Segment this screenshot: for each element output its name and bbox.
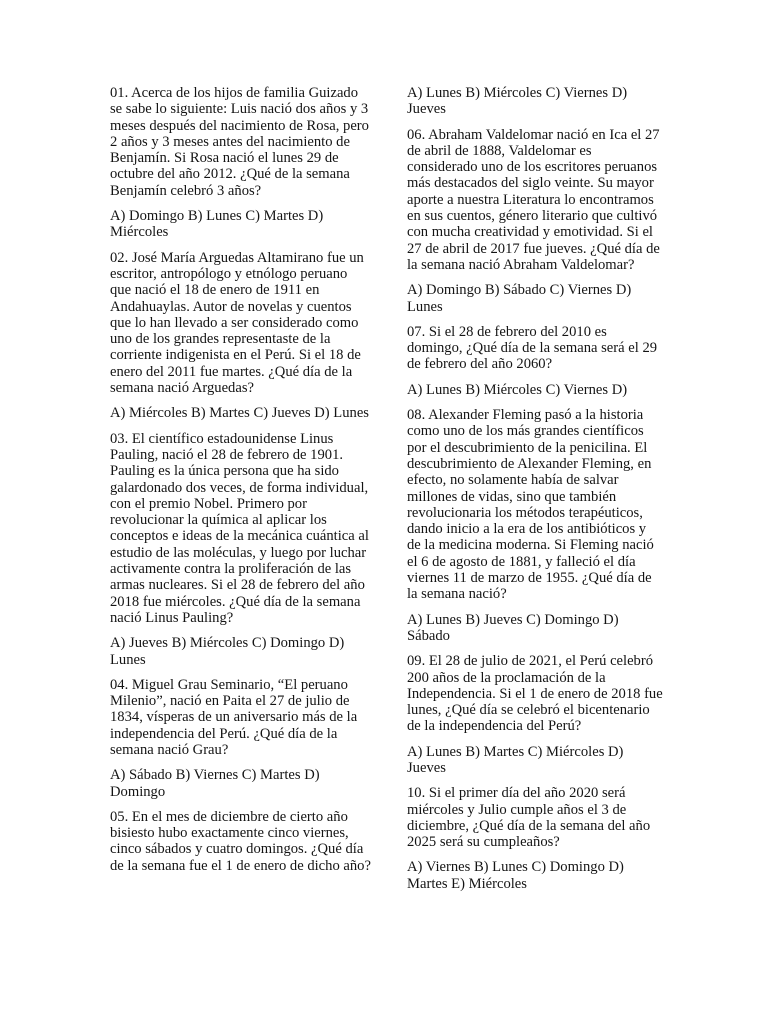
question-05: 05. En el mes de diciembre de cierto año bisiesto hubo exactamente cinco viernes, cinco sábados y cuatro domingos. ¿Qué día de la semana fue el 1 de enero de dicho año? [110, 808, 371, 874]
question-08: 08. Alexander Fleming pasó a la historia como uno de los más grandes científicos por el descubrimiento de la penicilina. El descubrimiento de Alexander Fleming, en efecto, no solamente había de salvar millones de vidas, sino que también revolucionaria los métodos terapéuticos, dando inicio a la era de los antibióticos y de la medicina moderna. Si Fleming nació el 6 de agosto de 1881, y falleció el día viernes 11 de marzo de 1955. ¿Qué día de la semana nació? [407, 407, 654, 603]
answer-options-02: A) Miércoles B) Martes C) Jueves D) Lunes [110, 405, 369, 422]
question-04: 04. Miguel Grau Seminario, “El peruano Milenio”, nació en Paita el 27 de julio de 1834, vísperas de un aniversario más de la independencia del Perú. ¿Qué día de la semana nació Grau? [110, 676, 358, 758]
answer-options-05: A) Lunes B) Miércoles C) Viernes D) Jueves [407, 85, 628, 118]
question-01: 01. Acerca de los hijos de familia Guizado se sabe lo siguiente: Luis nació dos años y 3 meses después del nacimiento de Rosa, pero 2 años y 3 meses antes del nacimiento de Benjamín. Si Rosa nació el lunes 29 de octubre del año 2012. ¿Qué de la semana Benjamín celebró 3 años? [110, 85, 369, 199]
answer-options-06: A) Domingo B) Sábado C) Viernes D) Lunes [407, 282, 632, 315]
answer-options-01: A) Domingo B) Lunes C) Martes D) Miércoles [110, 208, 324, 241]
question-03: 03. El científico estadounidense Linus Pauling, nació el 28 de febrero de 1901. Pauling es la única persona que ha sido galardonado dos veces, de forma individual, con el premio Nobel. Primero por revolucionar la química al aplicar los conceptos e ideas de la mecánica cuántica al estudio de las moléculas, y luego por luchar activamente contra la proliferación de las armas nucleares. Si el 28 de febrero del año 2018 fue miércoles. ¿Qué día de la semana nació Linus Pauling? [110, 430, 369, 626]
question-10: 10. Si el primer día del año 2020 será miércoles y Julio cumple años el 3 de diciembre, ¿Qué día de la semana del año 2025 será su cumpleaños? [407, 785, 651, 851]
question-09: 09. El 28 de julio de 2021, el Perú celebró 200 años de la proclamación de la Independencia. Si el 1 de enero de 2018 fue lunes, ¿Qué día se celebró el bicentenario de la independencia del Perú? [407, 653, 663, 735]
answer-options-10: A) Viernes B) Lunes C) Domingo D) Martes E) Miércoles [407, 859, 624, 892]
question-02: 02. José María Arguedas Altamirano fue un escritor, antropólogo y etnólogo peruano que nació el 18 de enero de 1911 en Andahuaylas. Autor de novelas y cuentos que lo han llevado a ser considerado como uno de los grandes representaste de la corriente indigenista en el Perú. Si el 18 de enero del 2011 fue martes. ¿Qué día de la semana nació Arguedas? [110, 249, 364, 397]
answer-options-03: A) Jueves B) Miércoles C) Domingo D) Lunes [110, 635, 345, 668]
question-06: 06. Abraham Valdelomar nació en Ica el 27 de abril de 1888, Valdelomar es considerado uno de los escritores peruanos más destacados del siglo veinte. Su mayor aporte a nuestra Literatura lo encontramos en sus cuentos, género literario que cultivó con mucha creatividad y emotividad. Si el 27 de abril de 2017 fue jueves. ¿Qué día de la semana nació Abraham Valdelomar? [407, 126, 660, 273]
answer-options-04: A) Sábado B) Viernes C) Martes D) Domingo [110, 767, 320, 800]
answer-options-07: A) Lunes B) Miércoles C) Viernes D) [407, 381, 628, 398]
question-07: 07. Si el 28 de febrero del 2010 es domingo, ¿Qué día de la semana será el 29 de febrero del año 2060? [407, 323, 658, 373]
right-column [407, 85, 663, 901]
left-column [110, 85, 372, 883]
answer-options-08: A) Lunes B) Jueves C) Domingo D) Sábado [407, 611, 619, 644]
answer-options-09: A) Lunes B) Martes C) Miércoles D) Jueves [407, 743, 624, 776]
